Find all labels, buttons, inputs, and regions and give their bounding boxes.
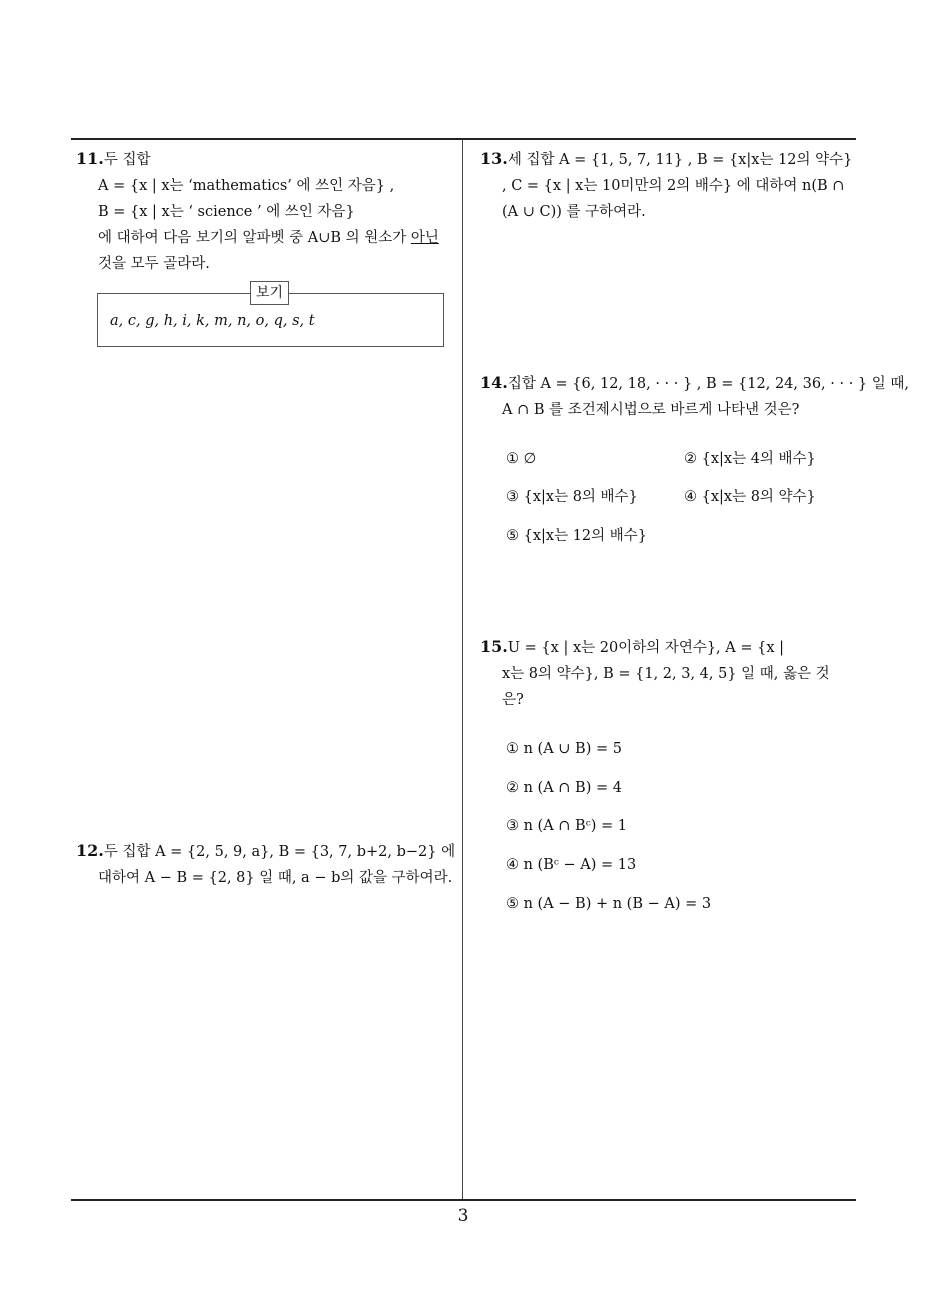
- problem-text-line: , C = {x | x는 10미만의 2의 배수} 에 대하여 n(B ∩: [502, 178, 845, 194]
- choice-3: ③ n (A ∩ Bᶜ) = 1: [506, 818, 627, 834]
- problem-11: [76, 146, 456, 277]
- problem-text-line: 집합 A = {6, 12, 18, · · · } , B = {12, 24, 36, · · · } 일 때,: [507, 376, 909, 392]
- choice-5: ⑤ n (A − B) + n (B − A) = 3: [506, 896, 712, 912]
- problem-15: [480, 634, 860, 713]
- example-box-title: 보기: [250, 281, 289, 305]
- problem-text-line: 두 집합 A = {2, 5, 9, a}, B = {3, 7, b+2, b−2} 에: [103, 844, 456, 860]
- problem-number: 14.: [480, 373, 508, 392]
- column-divider: [462, 139, 463, 1201]
- example-box-content: a, c, g, h, i, k, m, n, o, q, s, t: [110, 313, 315, 329]
- bottom-rule: [71, 1199, 856, 1201]
- problem-number: 15.: [480, 637, 508, 656]
- problem-text-line: 것을 모두 골라라.: [98, 256, 210, 272]
- problem-text-line: x는 8의 약수}, B = {1, 2, 3, 4, 5} 일 때, 옳은 것: [502, 666, 830, 682]
- choice-1: ① ∅: [506, 451, 537, 467]
- problem-text-line: 은?: [502, 692, 524, 708]
- problem-text-line: 세 집합 A = {1, 5, 7, 11} , B = {x|x는 12의 약수}: [507, 152, 853, 168]
- choice-4: ④ {x|x는 8의 약수}: [684, 489, 816, 505]
- choice-3: ③ {x|x는 8의 배수}: [506, 489, 638, 505]
- choice-1: ① n (A ∪ B) = 5: [506, 741, 622, 757]
- problem-text-line: A = {x | x는 ‘mathematics’ 에 쓰인 자음} ,: [98, 178, 395, 194]
- problem-14: [480, 370, 909, 423]
- problem-text-line: 두 집합: [103, 152, 151, 168]
- problem-number: 12.: [76, 841, 104, 860]
- choice-4: ④ n (Bᶜ − A) = 13: [506, 857, 637, 873]
- problem-number: 11.: [76, 149, 104, 168]
- choice-5: ⑤ {x|x는 12의 배수}: [506, 528, 647, 544]
- problem-text-line: U = {x | x는 20이하의 자연수}, A = {x |: [507, 640, 785, 656]
- page-number: 3: [457, 1206, 469, 1226]
- problem-text-line: (A ∪ C)) 를 구하여라.: [502, 204, 646, 220]
- problem-13: [480, 146, 860, 225]
- problem-text-line: 에 대하여 다음 보기의 알파벳 중 A∪B 의 원소가: [98, 230, 411, 246]
- problem-text-line: A ∩ B 를 조건제시법으로 바르게 나타낸 것은?: [502, 402, 800, 418]
- top-rule: [71, 138, 856, 140]
- choice-2: ② n (A ∩ B) = 4: [506, 780, 622, 796]
- problem-number: 13.: [480, 149, 508, 168]
- choice-2: ② {x|x는 4의 배수}: [684, 451, 816, 467]
- problem-12: [76, 838, 456, 891]
- problem-text-line: 대하여 A − B = {2, 8} 일 때, a − b의 값을 구하여라.: [98, 870, 453, 886]
- underlined-word: 아닌: [410, 230, 439, 246]
- problem-text-line: B = {x | x는 ‘ science ’ 에 쓰인 자음}: [98, 204, 355, 220]
